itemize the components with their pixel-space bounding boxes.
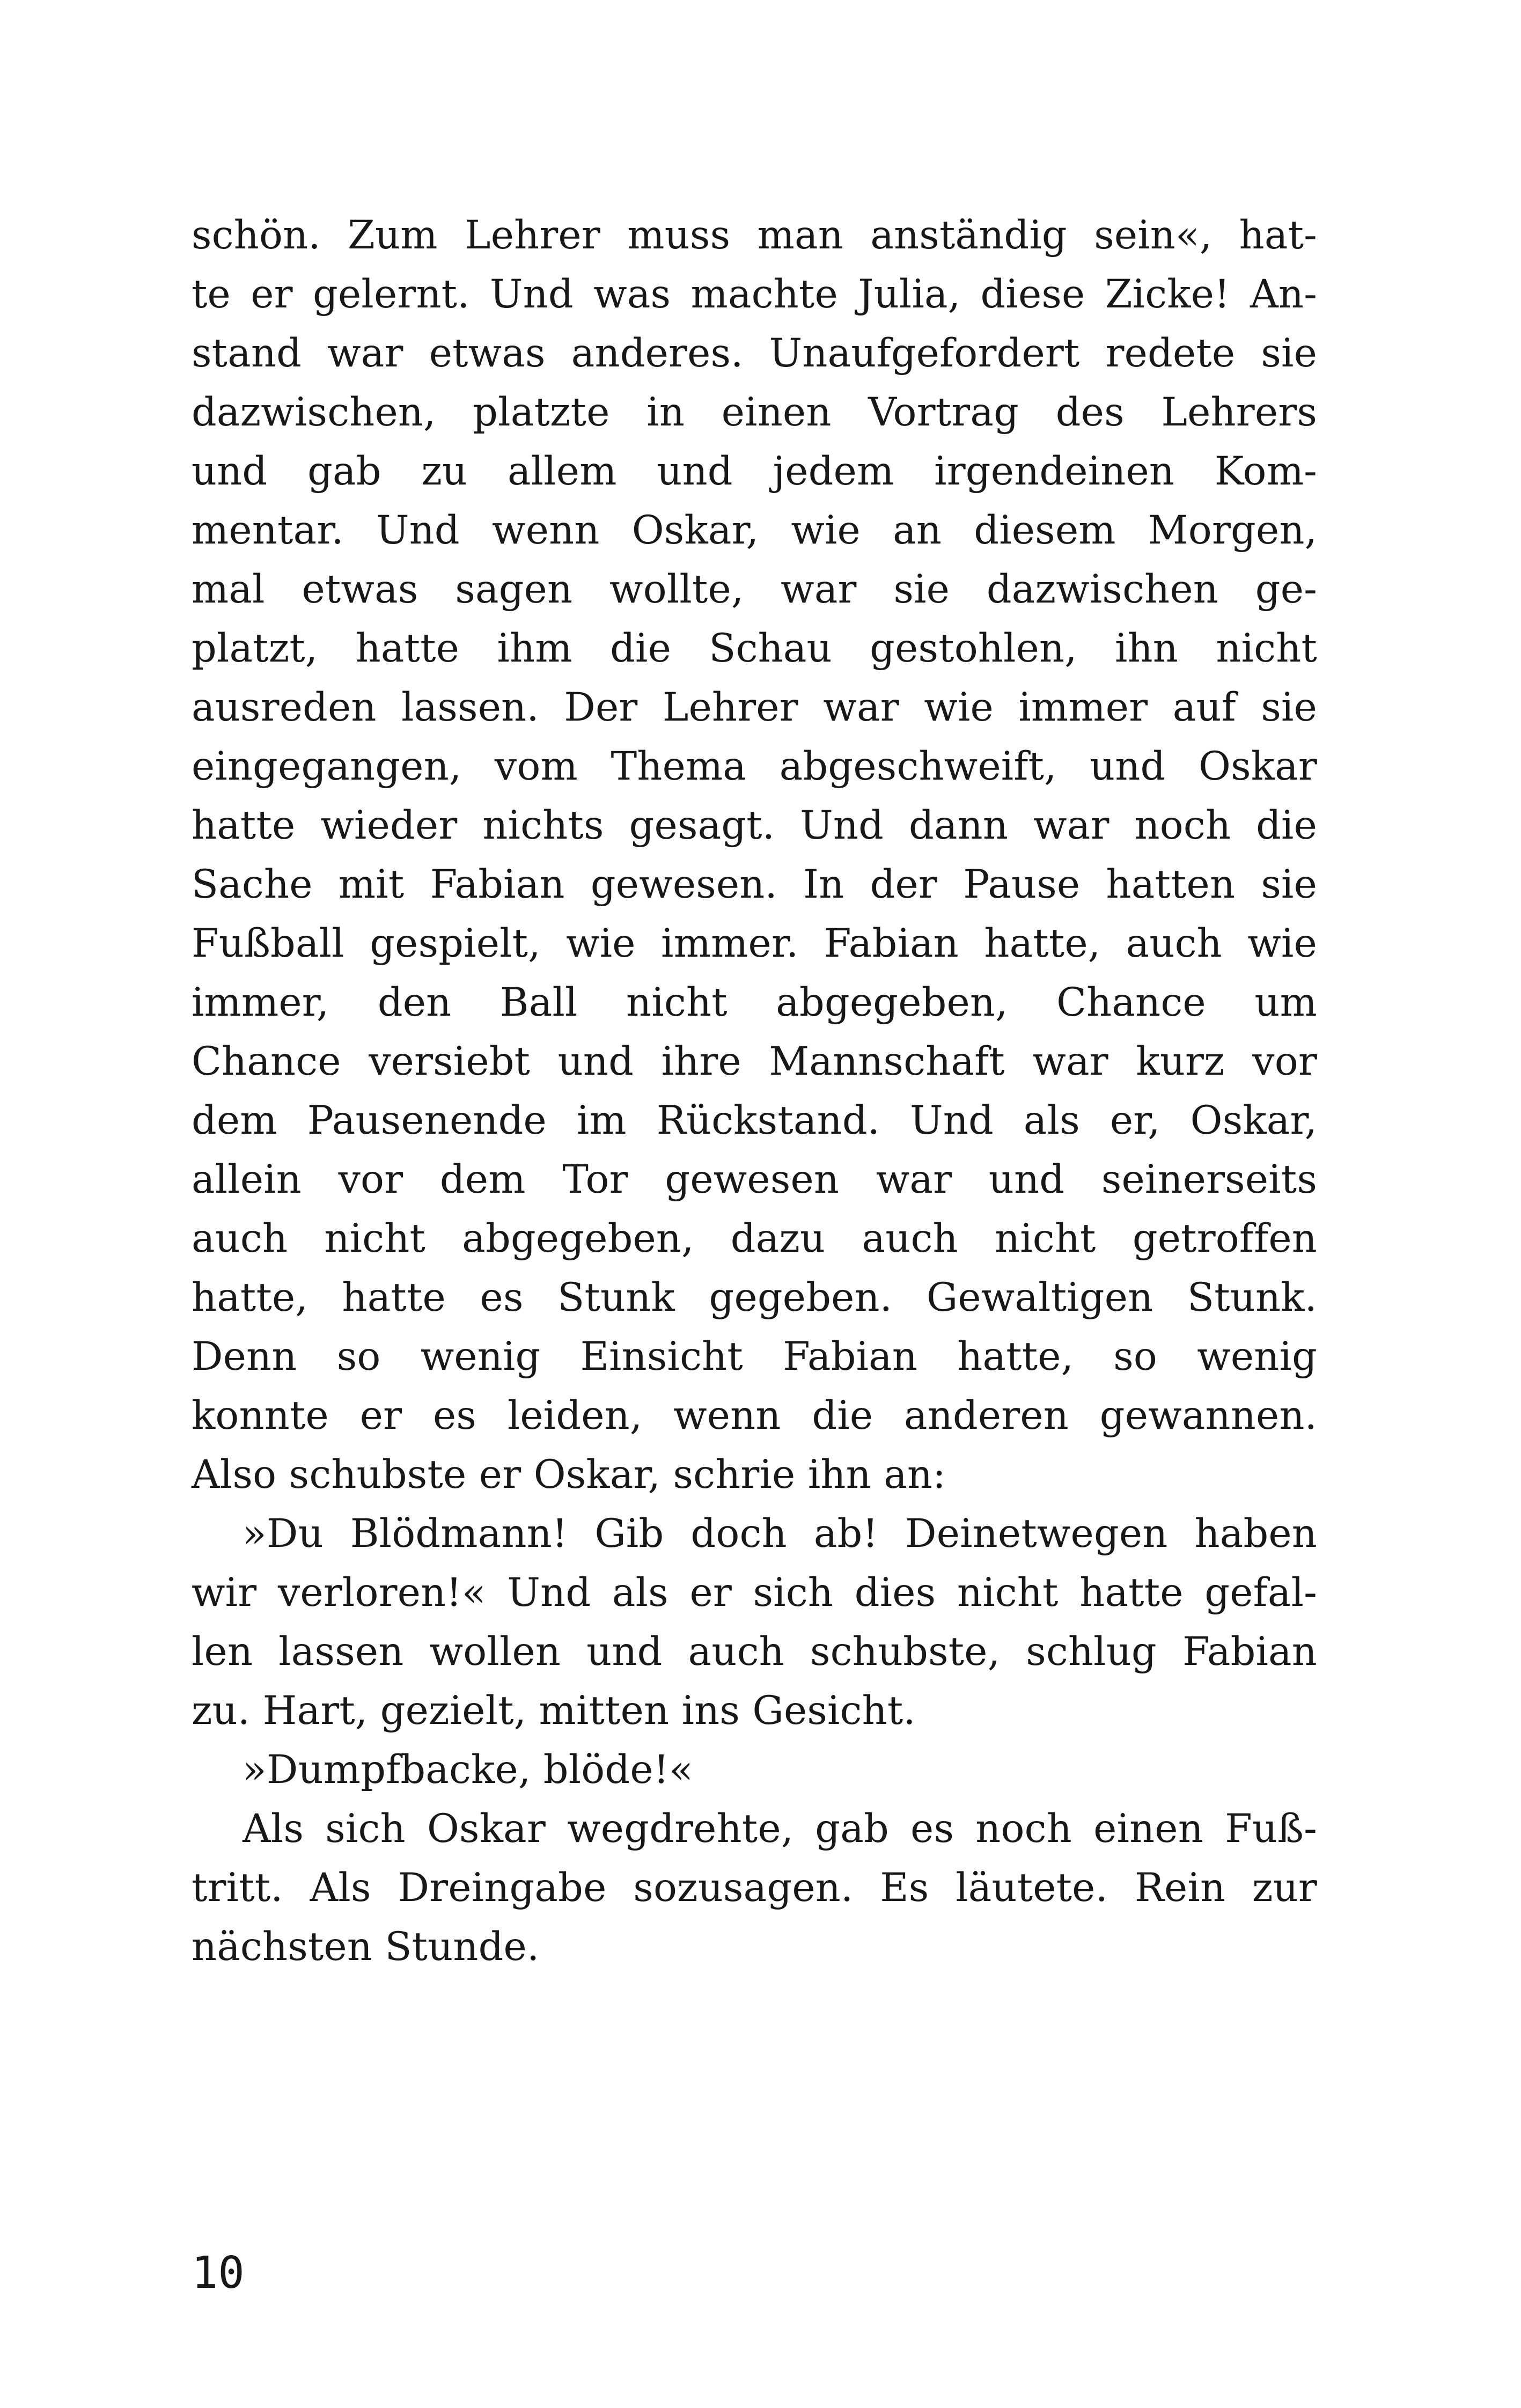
text-line: Chance versiebt und ihre Mannschaft war kurz vor	[192, 1039, 1317, 1084]
text-line: schön. Zum Lehrer muss man anständig sein«, hat-	[192, 212, 1317, 258]
text-line: allein vor dem Tor gewesen war und seinerseits	[192, 1157, 1317, 1202]
text-line: mal etwas sagen wollte, war sie dazwischen ge-	[192, 567, 1317, 612]
text-line: immer, den Ball nicht abgegeben, Chance um	[192, 980, 1317, 1025]
text-line: Denn so wenig Einsicht Fabian hatte, so wenig	[192, 1334, 1317, 1379]
text-line: Sache mit Fabian gewesen. In der Pause hatten sie	[192, 862, 1317, 907]
text-line: eingegangen, vom Thema abgeschweift, und Oskar	[192, 744, 1317, 789]
text-line: nächsten Stunde.	[192, 1924, 540, 1970]
page-number: 10	[192, 2248, 245, 2299]
text-line: zu. Hart, gezielt, mitten ins Gesicht.	[192, 1688, 916, 1734]
text-line: wir verloren!« Und als er sich dies nicht hatte gefal-	[192, 1570, 1317, 1616]
text-line: dem Pausenende im Rückstand. Und als er, Oskar,	[192, 1098, 1317, 1143]
text-line: konnte er es leiden, wenn die anderen gewannen.	[192, 1393, 1317, 1438]
text-block	[192, 206, 1317, 1977]
text-line: len lassen wollen und auch schubste, schlug Fabian	[192, 1629, 1317, 1675]
text-line: stand war etwas anderes. Unaufgefordert redete sie	[192, 331, 1317, 376]
text-line: hatte, hatte es Stunk gegeben. Gewaltigen Stunk.	[192, 1275, 1317, 1320]
text-line: tritt. Als Dreingabe sozusagen. Es läutete. Rein zur	[192, 1865, 1317, 1911]
text-line: Also schubste er Oskar, schrie ihn an:	[192, 1452, 946, 1497]
text-line: Fußball gespielt, wie immer. Fabian hatte, auch wie	[192, 921, 1317, 966]
text-line: auch nicht abgegeben, dazu auch nicht getroffen	[192, 1216, 1317, 1261]
text-line: dazwischen, platzte in einen Vortrag des Lehrers	[192, 390, 1317, 435]
text-line: mentar. Und wenn Oskar, wie an diesem Morgen,	[192, 508, 1317, 553]
text-line: »Du Blödmann! Gib doch ab! Deinetwegen haben	[243, 1511, 1317, 1557]
text-line: »Dumpfbacke, blöde!«	[243, 1747, 694, 1793]
text-line: platzt, hatte ihm die Schau gestohlen, ihn nicht	[192, 626, 1317, 671]
text-line: Als sich Oskar wegdrehte, gab es noch einen Fuß-	[243, 1806, 1317, 1852]
text-line: und gab zu allem und jedem irgendeinen Kom-	[192, 449, 1317, 494]
text-line: te er gelernt. Und was machte Julia, diese Zicke! An-	[192, 271, 1317, 317]
text-line: hatte wieder nichts gesagt. Und dann war noch die	[192, 803, 1317, 848]
text-line: ausreden lassen. Der Lehrer war wie immer auf sie	[192, 685, 1317, 730]
